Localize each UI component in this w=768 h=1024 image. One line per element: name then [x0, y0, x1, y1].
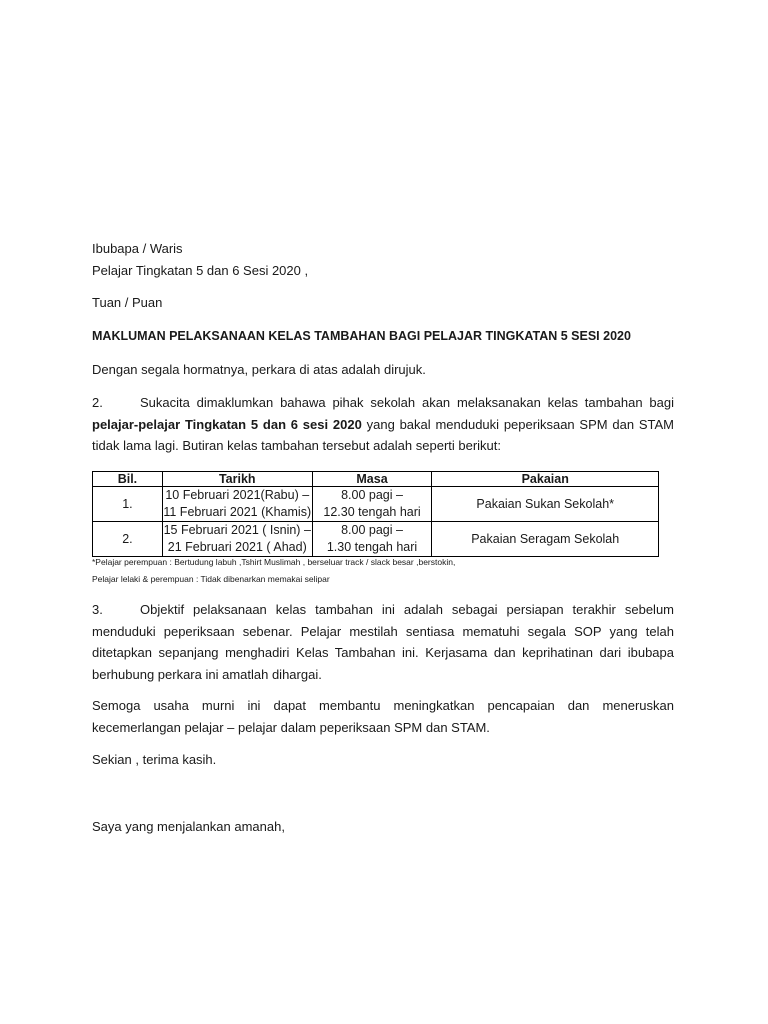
table-row: [93, 487, 659, 522]
paragraph-3-text: Objektif pelaksanaan kelas tambahan ini adalah sebagai persiapan terakhir sebelum menduduki peperiksaan sebenar. Pelajar mestilah sentiasa mematuhi segala SOP yang telah ditetapkan sepanjang menghadiri Kelas Tambahan ini. Kerjasama dan keprihatinan dari ibubapa berhubung perkara ini amatlah dihargai.: [92, 602, 674, 682]
tarikh-start: 15 Februari 2021 ( Isnin) –: [163, 523, 311, 537]
masa-end: 1.30 tengah hari: [326, 540, 418, 554]
cell-pakaian: Pakaian Sukan Sekolah*: [432, 487, 659, 522]
cell-tarikh: [162, 487, 312, 522]
header-pakaian: Pakaian: [432, 472, 659, 487]
tarikh-end: 21 Februari 2021 ( Ahad): [167, 540, 307, 554]
table-header-row: [93, 472, 659, 487]
paragraph-2-number: 2.: [92, 395, 103, 410]
table-row: [93, 522, 659, 557]
paragraph-2-bold-text: pelajar-pelajar Tingkatan 5 dan 6 sesi 2020: [92, 416, 362, 432]
header-bil: Bil.: [93, 472, 163, 487]
cell-masa: [312, 487, 432, 522]
closing-paragraph-text: Semoga usaha murni ini dapat membantu meningkatkan pencapaian dan meneruskan kecemerlangan pelajar – pelajar dalam peperiksaan SPM dan STAM.: [92, 698, 674, 735]
tarikh-start: 10 Februari 2021(Rabu) –: [165, 488, 310, 502]
header-tarikh: Tarikh: [162, 472, 312, 487]
masa-start: 8.00 pagi –: [341, 523, 403, 537]
table-note-1: *Pelajar perempuan : Bertudung labuh ,Tshirt Muslimah , berseluar track / slack besar ,berstokin,: [92, 557, 456, 567]
paragraph-3: [92, 599, 674, 685]
paragraph-2: [92, 392, 674, 457]
closing-paragraph: [92, 695, 674, 738]
paragraph-2-text-a: Sukacita dimaklumkan bahawa pihak sekolah akan melaksanakan kelas tambahan bagi: [140, 395, 674, 410]
cell-tarikh: [162, 522, 312, 557]
salutation: Tuan / Puan: [92, 295, 163, 310]
paragraph-2-text-b: yang bakal menduduki peperiksaan SPM dan STAM tidak lama lagi. Butiran kelas tambahan tersebut adalah seperti berikut:: [92, 416, 675, 453]
cell-bil: 2.: [93, 522, 163, 557]
table-note-2: Pelajar lelaki & perempuan : Tidak dibenarkan memakai selipar: [92, 574, 330, 584]
tarikh-end: 11 Februari 2021 (Khamis): [163, 505, 312, 519]
signoff-line: Saya yang menjalankan amanah,: [92, 819, 285, 834]
thanks-line: Sekian , terima kasih.: [92, 752, 217, 767]
cell-masa: [312, 522, 432, 557]
recipient-line-2: Pelajar Tingkatan 5 dan 6 Sesi 2020 ,: [92, 263, 309, 278]
paragraph-3-number: 3.: [92, 602, 103, 617]
cell-pakaian: Pakaian Seragam Sekolah: [432, 522, 659, 557]
letter-heading: MAKLUMAN PELAKSANAAN KELAS TAMBAHAN BAGI PELAJAR TINGKATAN 5 SESI 2020: [92, 329, 631, 343]
schedule-table: [92, 471, 659, 557]
masa-end: 12.30 tengah hari: [323, 505, 421, 519]
recipient-line-1: Ibubapa / Waris: [92, 241, 183, 256]
header-masa: Masa: [312, 472, 432, 487]
opening-line: Dengan segala hormatnya, perkara di atas adalah dirujuk.: [92, 362, 426, 377]
masa-start: 8.00 pagi –: [341, 488, 403, 502]
cell-bil: 1.: [93, 487, 163, 522]
